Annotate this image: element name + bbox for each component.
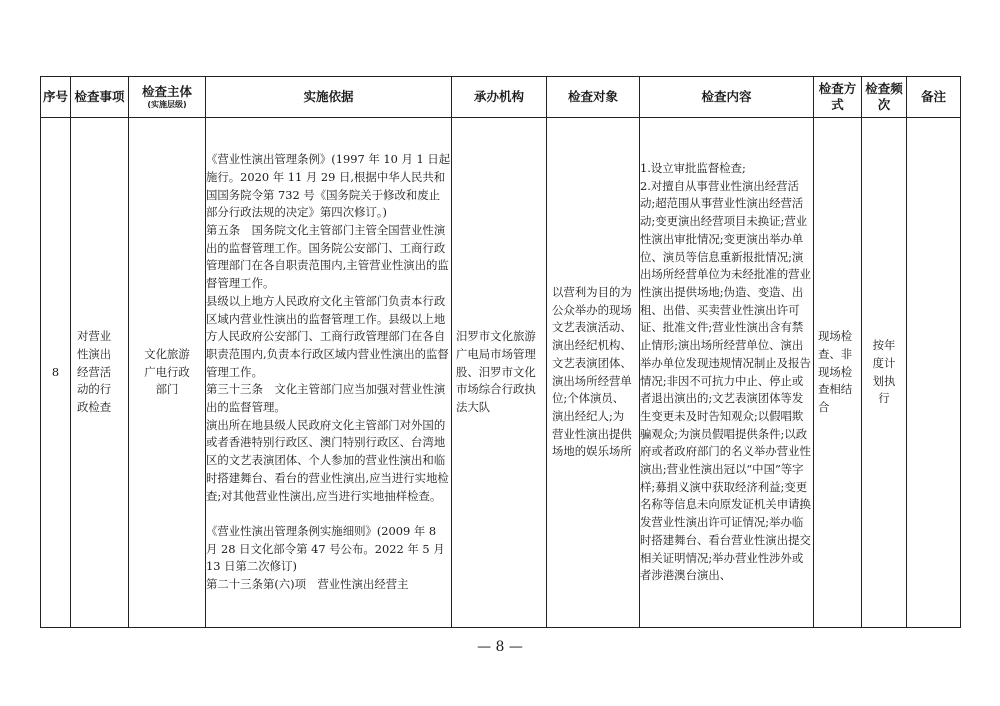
page-number: — 8 — bbox=[477, 639, 523, 655]
basis-para-2: 第五条 国务院文化主管部门主管全国营业性演出的监督管理工作。国务院公安部门、工商行政管理部门在各自职责范围内,主管营业性演出的监督管理工作。 bbox=[206, 223, 449, 291]
table-row bbox=[41, 118, 961, 628]
header-org: 承办机构 bbox=[452, 77, 547, 118]
row-method: 现场检查、非现场检查相结合 bbox=[814, 118, 862, 628]
inspection-table bbox=[40, 76, 961, 628]
header-object: 检查对象 bbox=[547, 77, 640, 118]
header-seq: 序号 bbox=[41, 77, 71, 118]
row-seq: 8 bbox=[41, 118, 71, 628]
content-para-2: 2.对擅自从事营业性演出经营活动;超范围从事营业性演出经营活动;变更演出经营项目未换证;营业性演出审批情况;变更演出举办单位、演员等信息重新报批情况;演出场所经营单位为未经批准的营业性演出提供场地;伪造、变造、出租、出借、买卖营业性演出许可证、批准文件;营业性演出含有禁止情形;演出场所经营单位、演出举办单位发现违规情况制止及报告情况;非因不可抗力中止、停止或者退出演出的;文艺表演团体等发生变更未及时告知观众;以假唱欺骗观众;为演员假唱提供条件;以政府或者政府部门的名义举办营业性演出;营业性演出冠以“中国”等字样;募捐义演中获取经济利益;变更名称等信息未向原发证机关申请换发营业性演出许可证情况;举办临时搭建舞台、看台营业性演出提交相关证明情况;举办营业性涉外或者涉港澳台演出、 bbox=[640, 178, 811, 583]
row-subject: 文化旅游广电行政部门 bbox=[129, 118, 206, 628]
header-row bbox=[41, 77, 961, 118]
basis-para-5: 演出所在地县级人民政府文化主管部门对外国的或者香港特别行政区、澳门特别行政区、台湾地区的文艺表演团体、个人参加的营业性演出和临时搭建舞台、看台的营业性演出,应当进行实地检查;对其他营业性演出,应当进行实地抽样检查。 bbox=[206, 417, 449, 503]
basis-gap bbox=[206, 505, 451, 523]
header-frequency: 检查频次 bbox=[862, 77, 907, 118]
header-subject-sub: (实施层级) bbox=[147, 100, 187, 109]
header-basis: 实施依据 bbox=[206, 77, 452, 118]
row-object: 以营利为目的为公众举办的现场文艺表演活动、演出经纪机构、文艺表演团体、演出场所经营单位;个体演员、演出经纪人;为营业性演出提供场地的娱乐场所 bbox=[547, 118, 640, 628]
basis-para-7: 第二十三条第(六)项 营业性演出经营主 bbox=[206, 577, 409, 592]
row-org: 汨罗市文化旅游广电局市场管理股、汨罗市文化市场综合行政执法大队 bbox=[452, 118, 547, 628]
basis-para-6: 《营业性演出管理条例实施细则》(2009 年 8 月 28 日文化部令第 47 号公布。2022 年 5 月 13 日第二次修订) bbox=[206, 523, 445, 574]
row-content bbox=[640, 118, 814, 628]
header-subject: 检查主体 (实施层级) bbox=[129, 77, 206, 118]
header-content: 检查内容 bbox=[640, 77, 814, 118]
basis-para-4: 第三十三条 文化主管部门应当加强对营业性演出的监督管理。 bbox=[206, 382, 446, 415]
row-item: 对营业性演出经营活动的行政检查 bbox=[71, 118, 129, 628]
basis-para-1: 《营业性演出管理条例》(1997 年 10 月 1 日起施行。2020 年 11 月 29 日,根据中华人民共和国国务院令第 732 号《国务院关于修改和废止部分行政法规的决定》第四次修订。) bbox=[206, 152, 451, 220]
header-method: 检查方式 bbox=[814, 77, 862, 118]
row-remark bbox=[907, 118, 961, 628]
header-remark: 备注 bbox=[907, 77, 961, 118]
basis-para-3: 县级以上地方人民政府文化主管部门负责本行政区域内营业性演出的监督管理工作。县级以上地方人民政府公安部门、工商行政管理部门在各自职责范围内,负责本行政区域内营业性演出的监督管理工作。 bbox=[206, 293, 449, 379]
row-basis bbox=[206, 118, 452, 628]
content-para-1: 1.设立审批监督检查; bbox=[640, 161, 746, 176]
header-item: 检查事项 bbox=[71, 77, 129, 118]
row-frequency: 按年度计划执行 bbox=[862, 118, 907, 628]
